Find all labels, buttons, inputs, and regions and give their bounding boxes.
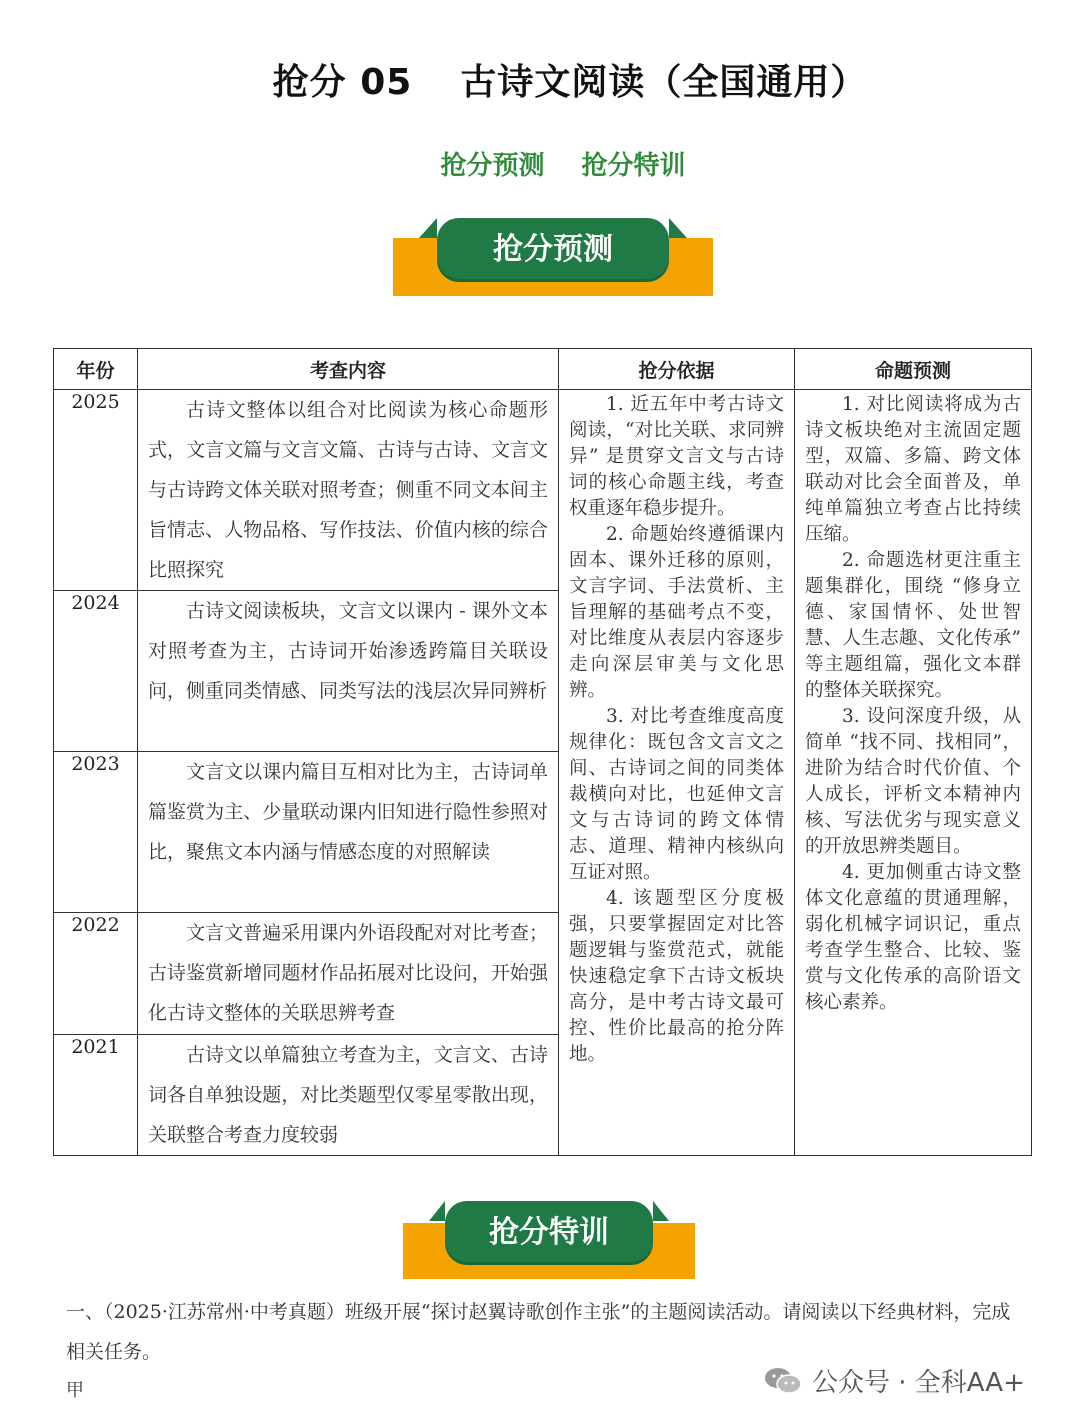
wechat-icon	[764, 1366, 802, 1396]
title-part2: 古诗文阅读（全国通用）	[460, 62, 868, 103]
section-nav	[0, 145, 1080, 182]
row-year: 2021	[54, 1035, 138, 1156]
nav-training[interactable]: 抢分特训	[581, 151, 686, 181]
prediction-item: 2. 命题选材更注重主题集群化，围绕 “修身立德、家国情怀、处世智慧、人生志趣、文化传承” 等主题组篇，强化文本群的整体关联探究。	[805, 550, 1021, 701]
prediction-item: 3. 设问深度升级，从简单 “找不同、找相同”，进阶为结合时代价值、个人成长，评析文本精神内核、写法优劣与现实意义的开放思辨类题目。	[805, 706, 1021, 857]
header-basis: 抢分依据	[559, 349, 795, 390]
row-content: 文言文以课内篇目互相对比为主，古诗词单篇鉴赏为主、少量联动课内旧知进行隐性参照对比，聚焦文本内涵与情感态度的对照解读	[138, 752, 559, 913]
row-year: 2025	[54, 390, 138, 591]
row-year: 2024	[54, 591, 138, 752]
row-year: 2022	[54, 913, 138, 1035]
table-header-row	[54, 349, 1032, 390]
page-title	[0, 54, 1080, 105]
banner-training	[403, 1201, 695, 1279]
basis-item: 1. 近五年中考古诗文阅读，“对比关联、求同辨异” 是贯穿文言文与古诗词的核心命题主线，考查权重逐年稳步提升。	[569, 394, 784, 519]
row-content: 古诗文整体以组合对比阅读为核心命题形式，文言文篇与文言文篇、古诗与古诗、文言文与古诗跨文体关联对照考查；侧重不同文本间主旨情志、人物品格、写作技法、价值内核的综合比照探究	[138, 390, 559, 591]
table-row	[54, 390, 1032, 591]
prediction-item: 4. 更加侧重古诗文整体文化意蕴的贯通理解，弱化机械字词识记，重点考查学生整合、比较、鉴赏与文化传承的高阶语文核心素养。	[805, 862, 1021, 1013]
banner-training-label: 抢分特训	[445, 1201, 653, 1265]
basis-item: 2. 命题始终遵循课内固本、课外迁移的原则，文言字词、手法赏析、主旨理解的基础考点不变，对比维度从表层内容逐步走向深层审美与文化思辨。	[569, 524, 784, 701]
watermark	[764, 1362, 1025, 1399]
header-content: 考查内容	[138, 349, 559, 390]
question-intro: 一、（2025·江苏常州·中考真题）班级开展“探讨赵翼诗歌创作主张”的主题阅读活动。请阅读以下经典材料，完成相关任务。	[66, 1301, 1011, 1363]
row-content: 文言文普遍采用课内外语段配对对比考查；古诗鉴赏新增同题材作品拓展对比设问，开始强化古诗文整体的关联思辨考查	[138, 913, 559, 1035]
nav-predict[interactable]: 抢分预测	[440, 151, 545, 181]
banner-predict	[393, 218, 713, 296]
exam-analysis-table	[53, 348, 1032, 1156]
header-year: 年份	[54, 349, 138, 390]
watermark-text: 公众号 · 全科AA+	[812, 1368, 1025, 1398]
banner-predict-label: 抢分预测	[437, 218, 669, 282]
row-content: 古诗文阅读板块，文言文以课内 - 课外文本对照考查为主，古诗词开始渗透跨篇目关联设问，侧重同类情感、同类写法的浅层次异同辨析	[138, 591, 559, 752]
basis-item: 3. 对比考查维度高度规律化：既包含文言文之间、古诗词之间的同类体裁横向对比，也延伸文言文与古诗词的跨文体情志、道理、精神内核纵向互证对照。	[569, 706, 784, 883]
row-content: 古诗文以单篇独立考查为主，文言文、古诗词各自单独设题，对比类题型仅零星零散出现，关联整合考查力度较弱	[138, 1035, 559, 1156]
basis-cell	[559, 390, 795, 1156]
material-label: 甲	[66, 1380, 84, 1401]
basis-item: 4. 该题型区分度极强，只要掌握固定对比答题逻辑与鉴赏范式，就能快速稳定拿下古诗文板块高分，是中考古诗文最可控、性价比最高的抢分阵地。	[569, 888, 784, 1065]
header-prediction: 命题预测	[795, 349, 1032, 390]
row-year: 2023	[54, 752, 138, 913]
prediction-item: 1. 对比阅读将成为古诗文板块绝对主流固定题型，双篇、多篇、跨文体联动对比会全面普及，单纯单篇独立考查占比持续压缩。	[805, 394, 1021, 545]
prediction-cell	[795, 390, 1032, 1156]
title-part1: 抢分 05	[272, 62, 413, 103]
